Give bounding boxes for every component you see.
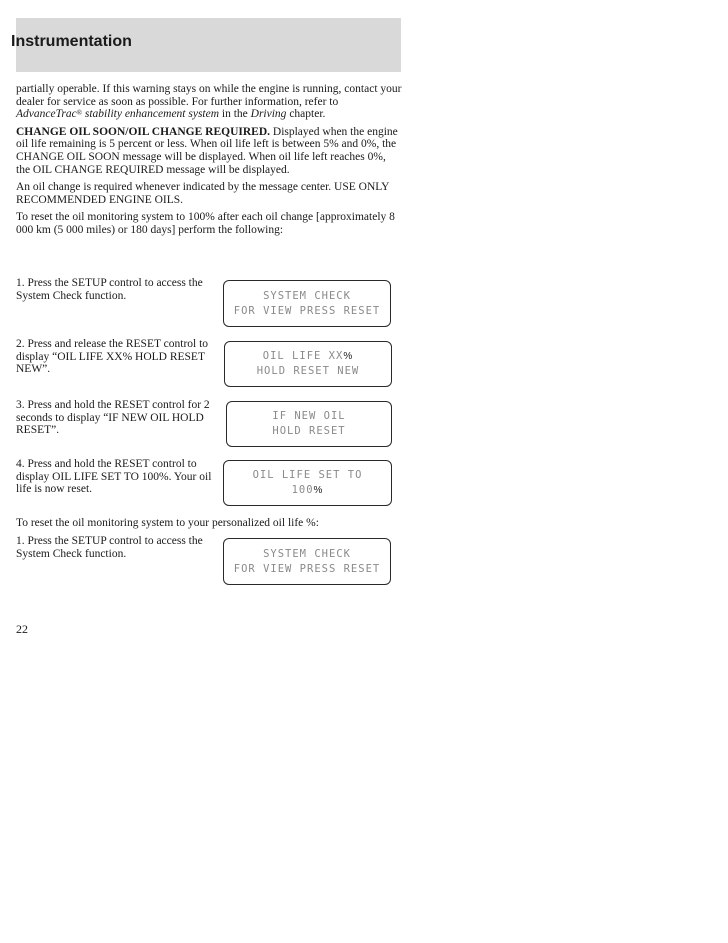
message-display-oil-life xyxy=(224,341,392,387)
message-display-if-new-oil xyxy=(226,401,392,447)
display-line-2: HOLD RESET xyxy=(272,425,346,437)
display-line-1: OIL LIFE SET TO xyxy=(252,469,363,481)
step-3-text: 3. Press and hold the RESET control for 2 seconds to display “IF NEW OIL HOLD RESET”. xyxy=(16,399,210,437)
oil-required-paragraph: An oil change is required whenever indicated by the message center. USE ONLY RECOMMENDED ENGINE OILS. xyxy=(16,181,390,206)
section-title: Instrumentation xyxy=(11,33,132,50)
message-display-system-check-2 xyxy=(223,538,391,585)
step-2-text: 2. Press and release the RESET control to display “OIL LIFE XX% HOLD RESET NEW”. xyxy=(16,338,209,376)
display-line-1: IF NEW OIL xyxy=(272,410,346,422)
oil-change-paragraph: CHANGE OIL SOON/OIL CHANGE REQUIRED. Displayed when the engine oil life remaining is 5 percent or less. When oil life left is between 5% and 0%, the CHANGE OIL SOON message will be displayed. When oil life left reaches 0%, the OIL CHANGE REQUIRED message will be displayed. xyxy=(16,125,398,176)
display-line-2: FOR VIEW PRESS RESET xyxy=(233,304,381,317)
display-line-1: OIL LIFE XX% xyxy=(262,350,354,362)
message-display-oil-life-set xyxy=(223,460,392,506)
display-line-1: SYSTEM CHECK xyxy=(263,289,351,302)
main-text xyxy=(16,83,402,242)
display-line-2: HOLD RESET NEW xyxy=(256,365,360,377)
step-4-text: 4. Press and hold the RESET control to display OIL LIFE SET TO 100%. Your oil life is now reset. xyxy=(16,458,212,496)
page-number: 22 xyxy=(16,622,28,636)
intro-paragraph: partially operable. If this warning stays on while the engine is running, contact your dealer for service as soon as possible. For further information, refer to AdvanceTrac® stability enhancement system in the Driving chapter. xyxy=(16,83,402,121)
message-display-system-check xyxy=(223,280,391,327)
display-line-2: FOR VIEW PRESS RESET xyxy=(233,562,381,575)
personalized-step-1-text: 1. Press the SETUP control to access the System Check function. xyxy=(16,535,203,560)
display-line-1: SYSTEM CHECK xyxy=(263,547,351,560)
step-1-text: 1. Press the SETUP control to access the System Check function. xyxy=(16,277,203,302)
reset-intro-paragraph: To reset the oil monitoring system to 100% after each oil change [approximately 8 000 km (5 000 miles) or 180 days] perform the following: xyxy=(16,211,395,236)
personalized-intro: To reset the oil monitoring system to your personalized oil life %: xyxy=(16,517,319,529)
display-line-2: 100% xyxy=(291,484,324,496)
